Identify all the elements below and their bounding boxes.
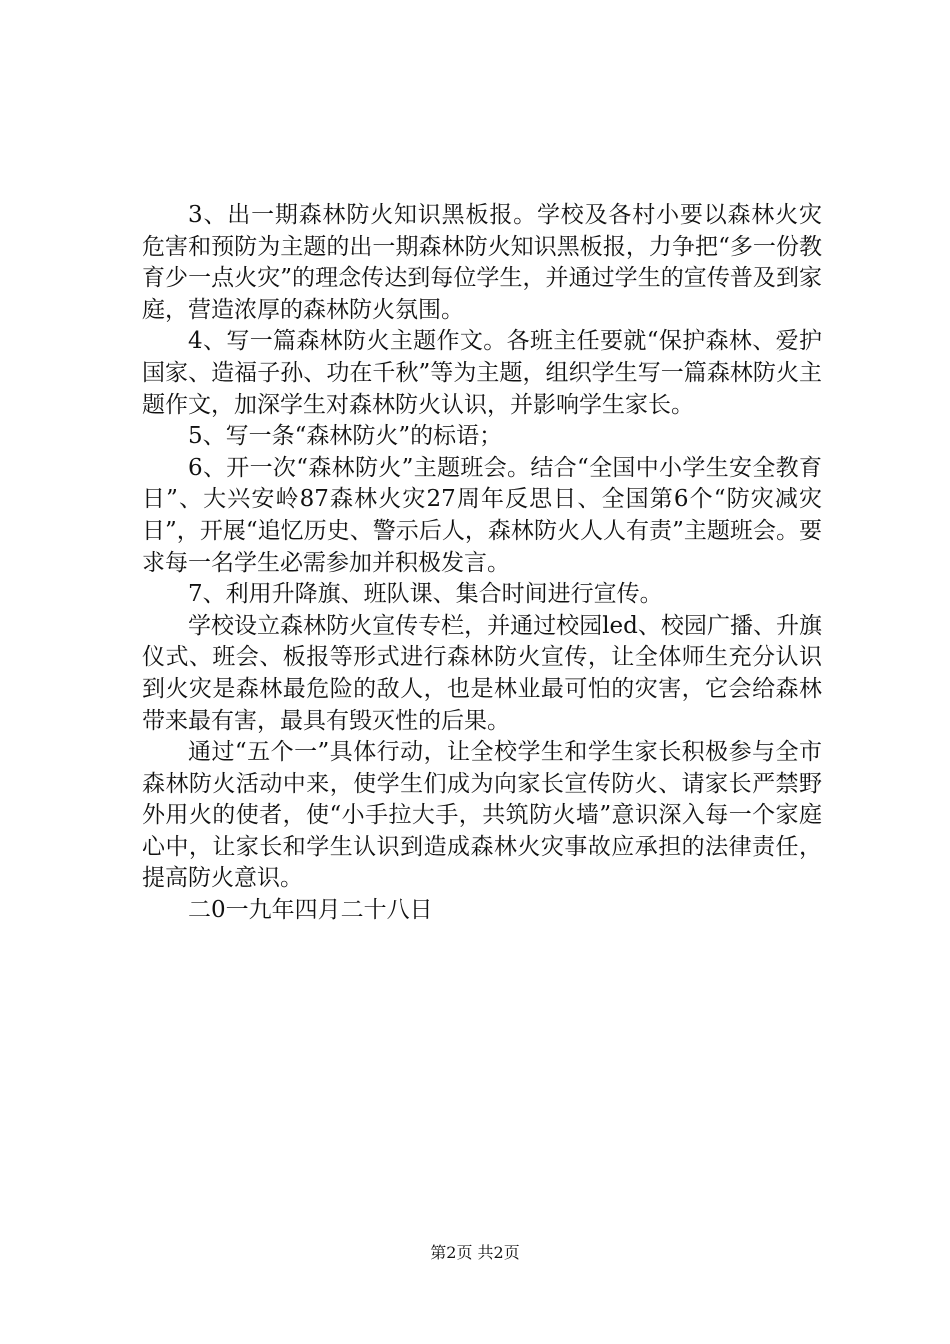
paragraph-item-3: 3、出一期森林防火知识黑板报。学校及各村小要以森林火灾危害和预防为主题的出一期森林防火知识黑板报，力争把“多一份教育少一点火灾”的理念传达到每位学生，并通过学生的宣传普及到家庭，营造浓厚的森林防火氛围。 — [142, 202, 822, 323]
paragraph-summary: 通过“五个一”具体行动，让全校学生和学生家长积极参与全市森林防火活动中来，使学生们成为向家长宣传防火、请家长严禁野外用火的使者，使“小手拉大手，共筑防火墙”意识深入每一个家庭心中，让家长和学生认识到造成森林火灾事故应承担的法律责任，提高防火意识。 — [142, 739, 822, 892]
paragraph-item-7: 7、利用升降旗、班队课、集合时间进行宣传。 — [188, 581, 663, 608]
paragraph-item-4: 4、写一篇森林防火主题作文。各班主任要就“保护森林、爱护国家、造福子孙、功在千秋”等为主题，组织学生写一篇森林防火主题作文，加深学生对森林防火认识，并影响学生家长。 — [142, 328, 822, 418]
paragraph-item-6: 6、开一次“森林防火”主题班会。结合“全国中小学生安全教育日”、大兴安岭87森林火灾27周年反思日、全国第6个“防灾减灾日”，开展“追忆历史、警示后人，森林防火人人有责”主题班会。要求每一名学生必需参加并积极发言。 — [142, 454, 822, 576]
page-number-footer: 第2页 共2页 — [430, 1243, 520, 1262]
paragraph-item-5: 5、写一条“森林防火”的标语； — [188, 423, 503, 450]
paragraph-publicity-column: 学校设立森林防火宣传专栏，并通过校园led、校园广播、升旗仪式、班会、板报等形式进行森林防火宣传，让全体师生充分认识到火灾是森林最危险的敌人，也是林业最可怕的灾害，它会给森林带来最有害，最具有毁灭性的后果。 — [142, 612, 822, 734]
document-body — [142, 200, 822, 927]
document-date: 二0一九年四月二十八日 — [188, 897, 433, 924]
